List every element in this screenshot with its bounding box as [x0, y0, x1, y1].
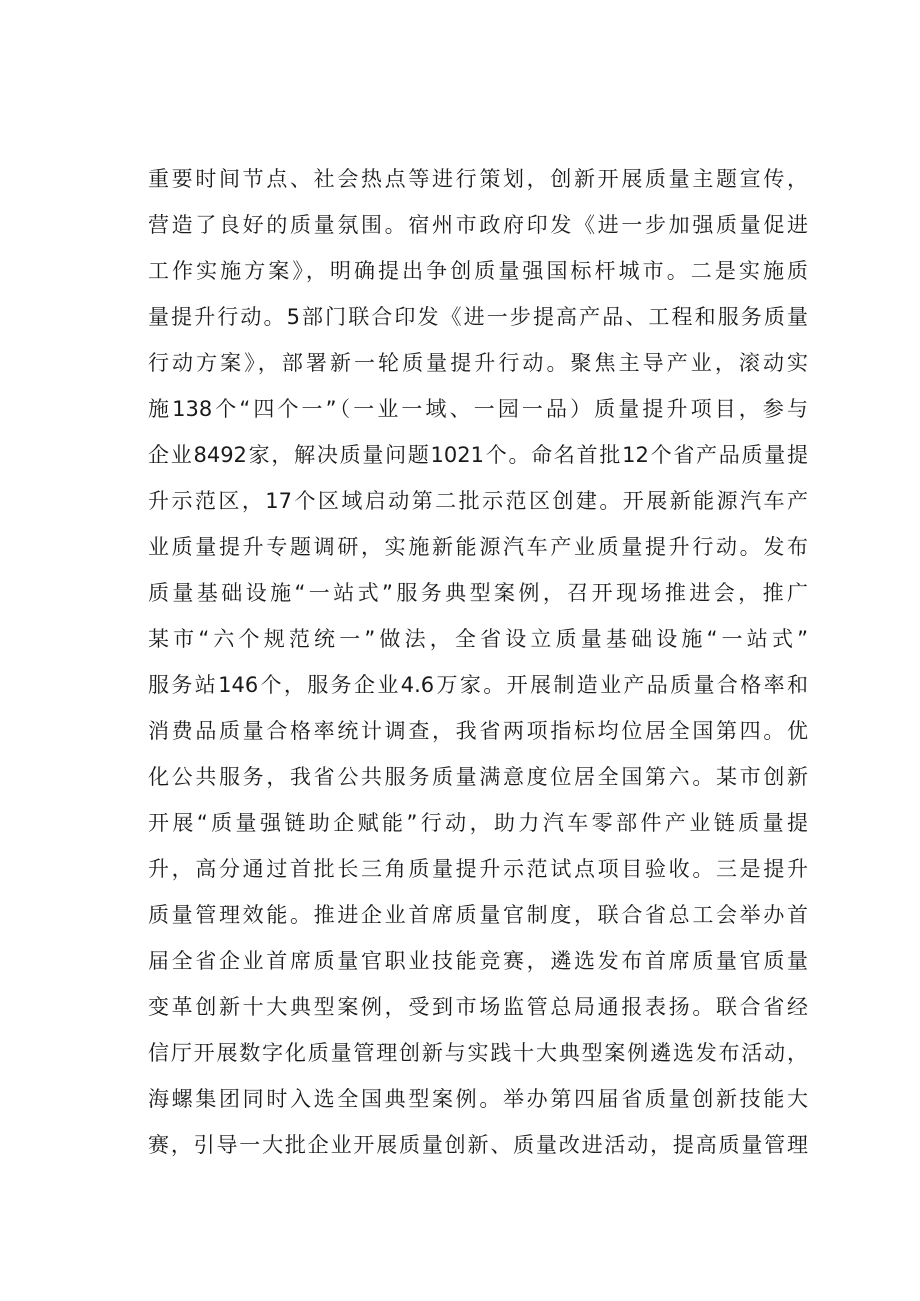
- text-line: 质量基础设施“一站式”服务典型案例，召开现场推进会，推广: [148, 581, 808, 605]
- text-line: 某市“六个规范统一”做法，全省设立质量基础设施“一站式”: [148, 627, 808, 651]
- text-line: 升示范区，17个区域启动第二批示范区创建。开展新能源汽车产: [148, 489, 808, 513]
- text-line: 升，高分通过首批长三角质量提升示范试点项目验收。三是提升: [148, 857, 808, 881]
- text-line: 量提升行动。5部门联合印发《进一步提高产品、工程和服务质量: [148, 305, 808, 329]
- text-line: 信厅开展数字化质量管理创新与实践十大典型案例遴选发布活动，: [148, 1041, 808, 1065]
- body-text: [148, 156, 808, 1168]
- text-line: 业质量提升专题调研，实施新能源汽车产业质量提升行动。发布: [148, 535, 808, 559]
- text-line: 消费品质量合格率统计调查，我省两项指标均位居全国第四。优: [148, 719, 808, 743]
- text-line: 质量管理效能。推进企业首席质量官制度，联合省总工会举办首: [148, 903, 808, 927]
- text-line: 变革创新十大典型案例，受到市场监管总局通报表扬。联合省经: [148, 995, 808, 1019]
- text-line: 重要时间节点、社会热点等进行策划，创新开展质量主题宣传，: [148, 167, 808, 191]
- text-line: 行动方案》，部署新一轮质量提升行动。聚焦主导产业，滚动实: [148, 351, 808, 375]
- text-line: 服务站146个，服务企业4.6万家。开展制造业产品质量合格率和: [148, 673, 808, 697]
- text-line: 施138个“四个一”（一业一域、一园一品）质量提升项目，参与: [148, 397, 808, 421]
- text-line: 企业8492家，解决质量问题1021个。命名首批12个省产品质量提: [148, 443, 808, 467]
- text-line: 海螺集团同时入选全国典型案例。举办第四届省质量创新技能大: [148, 1087, 808, 1111]
- text-line: 届全省企业首席质量官职业技能竞赛，遴选发布首席质量官质量: [148, 949, 808, 973]
- text-line: 营造了良好的质量氛围。宿州市政府印发《进一步加强质量促进: [148, 213, 808, 237]
- text-line: 赛，引导一大批企业开展质量创新、质量改进活动，提高质量管理: [148, 1133, 808, 1157]
- text-line: 工作实施方案》，明确提出争创质量强国标杆城市。二是实施质: [148, 259, 808, 283]
- text-line: 开展“质量强链助企赋能”行动，助力汽车零部件产业链质量提: [148, 811, 808, 835]
- text-line: 化公共服务，我省公共服务质量满意度位居全国第六。某市创新: [148, 765, 808, 789]
